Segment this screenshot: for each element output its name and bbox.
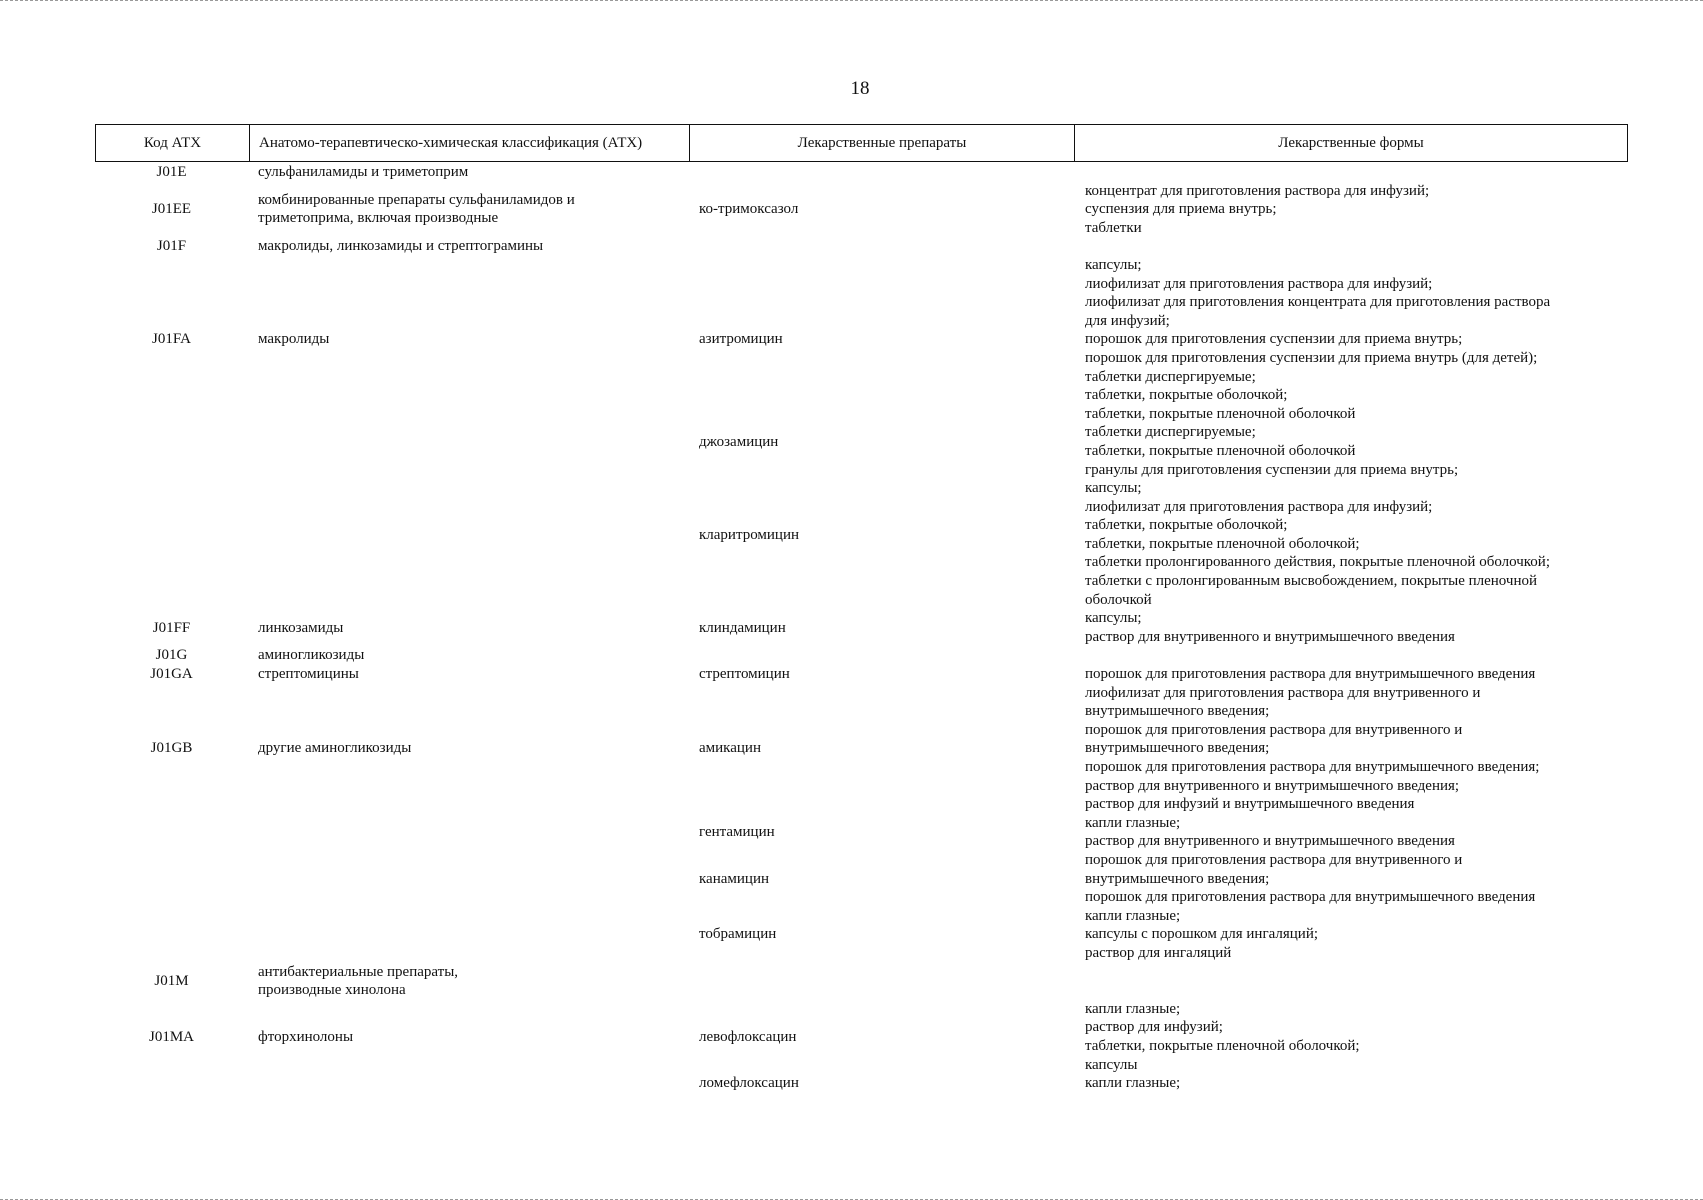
atc-classification: [248, 237, 688, 256]
table-row: [95, 963, 1628, 1000]
table-row: [95, 237, 1628, 256]
drug-name: ломефлоксацин: [699, 1075, 799, 1092]
dosage-form-line: таблетки: [1085, 219, 1142, 236]
scan-top-edge: [0, 0, 1703, 3]
dosage-form-line: капсулы;: [1085, 480, 1142, 497]
dosage-form-line: лиофилизат для приготовления раствора для внутривенного и: [1085, 684, 1481, 701]
dosage-form-line: капсулы;: [1085, 256, 1142, 273]
atc-code: J01EE: [151, 201, 192, 218]
header-code: Код АТХ: [143, 134, 202, 151]
atc-code: J01FA: [152, 331, 191, 348]
table-row: [95, 851, 1628, 907]
dosage-form-line: капли глазные;: [1085, 1075, 1181, 1092]
drug-name: ко-тримоксазол: [699, 201, 799, 218]
table-row: [95, 256, 1628, 423]
classification-line: антибактериальные препараты,: [258, 963, 459, 980]
dosage-form-line: таблетки с пролонгированным высвобождением, покрытые пленочной: [1085, 573, 1538, 590]
dosage-form-line: внутримышечного введения;: [1085, 703, 1270, 720]
dosage-forms: [1073, 851, 1628, 907]
drug-name: тобрамицин: [699, 926, 777, 943]
header-forms: Лекарственные формы: [1074, 125, 1627, 161]
table-row: [95, 163, 1628, 182]
dosage-form-line: для инфузий;: [1085, 312, 1170, 329]
dosage-form-line: таблетки, покрытые оболочкой;: [1085, 387, 1288, 404]
table-row: [95, 423, 1628, 460]
atc-classification: [248, 963, 688, 1000]
dosage-form-line: капли глазные;: [1085, 814, 1181, 831]
dosage-form-line: таблетки пролонгированного действия, покрытые пленочной оболочкой;: [1085, 554, 1550, 571]
dosage-form-line: таблетки, покрытые пленочной оболочкой: [1085, 405, 1356, 422]
atc-code: J01GA: [150, 666, 193, 683]
atc-classification: [248, 1028, 688, 1047]
dosage-form-line: таблетки, покрытые оболочкой;: [1085, 517, 1288, 534]
dosage-forms: [1073, 814, 1628, 851]
dosage-forms: [1073, 423, 1628, 460]
drug-name: левофлоксацин: [699, 1028, 797, 1045]
dosage-forms: [1073, 1000, 1628, 1074]
dosage-form-line: лиофилизат для приготовления раствора для инфузий;: [1085, 498, 1433, 515]
dosage-form-line: порошок для приготовления раствора для внутривенного и: [1085, 721, 1463, 738]
dosage-form-line: раствор для инфузий;: [1085, 1019, 1223, 1036]
classification-line: комбинированные препараты сульфаниламидов и: [258, 191, 575, 208]
dosage-forms: [1073, 256, 1628, 423]
classification-line: аминогликозиды: [258, 647, 365, 664]
dosage-form-line: лиофилизат для приготовления раствора для инфузий;: [1085, 275, 1433, 292]
dosage-form-line: внутримышечного введения;: [1085, 740, 1270, 757]
classification-line: линкозамиды: [258, 619, 344, 636]
classification-line: сульфаниламиды и триметоприм: [258, 164, 469, 180]
dosage-form-line: внутримышечного введения;: [1085, 870, 1270, 887]
dosage-forms: [1073, 461, 1628, 610]
classification-line: стрептомицины: [258, 666, 359, 683]
dosage-forms: [1073, 182, 1628, 238]
drug-name: кларитромицин: [699, 526, 800, 543]
dosage-form-line: лиофилизат для приготовления концентрата для приготовления раствора: [1085, 294, 1551, 311]
dosage-form-line: раствор для внутривенного и внутримышечного введения;: [1085, 777, 1460, 794]
drug-name: азитромицин: [699, 331, 783, 348]
dosage-form-line: порошок для приготовления суспензии для приема внутрь (для детей);: [1085, 349, 1538, 366]
table-header: [95, 124, 1628, 162]
table-row: [95, 907, 1628, 963]
dosage-form-line: оболочкой: [1085, 591, 1152, 608]
dosage-form-line: капсулы: [1085, 1056, 1138, 1073]
atc-classification: [248, 646, 688, 665]
dosage-form-line: капсулы;: [1085, 610, 1142, 627]
atc-classification: [248, 163, 688, 182]
atc-code: J01G: [155, 647, 188, 664]
dosage-form-line: капсулы с порошком для ингаляций;: [1085, 926, 1319, 943]
table-row: [95, 1074, 1628, 1093]
table-row: [95, 814, 1628, 851]
dosage-forms: [1073, 1074, 1628, 1093]
dosage-forms: [1073, 665, 1628, 684]
header-classification: Анатомо-терапевтическо-химическая классификация (АТХ): [249, 125, 689, 161]
atc-classification: [248, 330, 688, 349]
atc-classification: [248, 191, 688, 228]
dosage-form-line: таблетки диспергируемые;: [1085, 368, 1256, 385]
drug-name: гентамицин: [699, 824, 775, 841]
atc-classification: [248, 739, 688, 758]
dosage-form-line: таблетки диспергируемые;: [1085, 424, 1256, 441]
dosage-form-line: концентрат для приготовления раствора для инфузий;: [1085, 182, 1430, 199]
dosage-form-line: гранулы для приготовления суспензии для приема внутрь;: [1085, 461, 1459, 478]
drug-name: амикацин: [699, 740, 761, 757]
dosage-forms: [1073, 609, 1628, 646]
drug-name: джозамицин: [699, 433, 779, 450]
dosage-form-line: раствор для инфузий и внутримышечного введения: [1085, 796, 1415, 813]
table-row: [95, 684, 1628, 814]
dosage-form-line: порошок для приготовления раствора для внутримышечного введения;: [1085, 759, 1540, 775]
dosage-forms: [1073, 907, 1628, 963]
atc-code: J01GB: [150, 740, 193, 757]
table-row: [95, 182, 1628, 238]
atc-classification: [248, 619, 688, 638]
dosage-form-line: капли глазные;: [1085, 907, 1181, 924]
dosage-forms: [1073, 684, 1628, 814]
classification-line: производные хинолона: [258, 982, 406, 999]
atc-code: J01E: [156, 164, 187, 180]
table-row: [95, 609, 1628, 646]
classification-line: макролиды, линкозамиды и стрептограмины: [258, 238, 544, 255]
dosage-form-line: капли глазные;: [1085, 1000, 1181, 1017]
dosage-form-line: порошок для приготовления раствора для внутривенного и: [1085, 851, 1463, 868]
dosage-form-line: порошок для приготовления раствора для внутримышечного введения: [1085, 666, 1536, 683]
atc-code: J01F: [156, 238, 187, 255]
atc-code: J01MA: [148, 1028, 194, 1045]
table-row: [95, 461, 1628, 610]
dosage-form-line: раствор для ингаляций: [1085, 944, 1232, 961]
dosage-form-line: порошок для приготовления суспензии для приема внутрь;: [1085, 331, 1463, 348]
classification-line: триметоприма, включая производные: [258, 210, 499, 227]
table-body: [95, 163, 1628, 1093]
drug-name: клиндамицин: [699, 619, 786, 636]
atc-code: J01FF: [152, 619, 191, 636]
classification-line: макролиды: [258, 331, 330, 348]
dosage-form-line: порошок для приготовления раствора для внутримышечного введения: [1085, 889, 1536, 906]
table-row: [95, 1000, 1628, 1074]
atc-classification: [248, 665, 688, 684]
classification-line: другие аминогликозиды: [258, 740, 412, 757]
dosage-form-line: суспензия для приема внутрь;: [1085, 201, 1277, 218]
header-drugs: Лекарственные препараты: [689, 125, 1074, 161]
table-row: [95, 665, 1628, 684]
drug-name: канамицин: [699, 870, 770, 887]
dosage-form-line: раствор для внутривенного и внутримышечного введения: [1085, 628, 1455, 645]
classification-line: фторхинолоны: [258, 1028, 354, 1045]
dosage-form-line: таблетки, покрытые пленочной оболочкой: [1085, 442, 1356, 459]
dosage-form-line: таблетки, покрытые пленочной оболочкой;: [1085, 1037, 1360, 1054]
table-row: [95, 646, 1628, 665]
dosage-form-line: таблетки, покрытые пленочной оболочкой;: [1085, 535, 1360, 552]
page-number: 18: [850, 78, 870, 99]
drug-name: стрептомицин: [699, 666, 790, 683]
atc-code: J01M: [154, 972, 189, 989]
dosage-form-line: раствор для внутривенного и внутримышечного введения: [1085, 833, 1455, 850]
